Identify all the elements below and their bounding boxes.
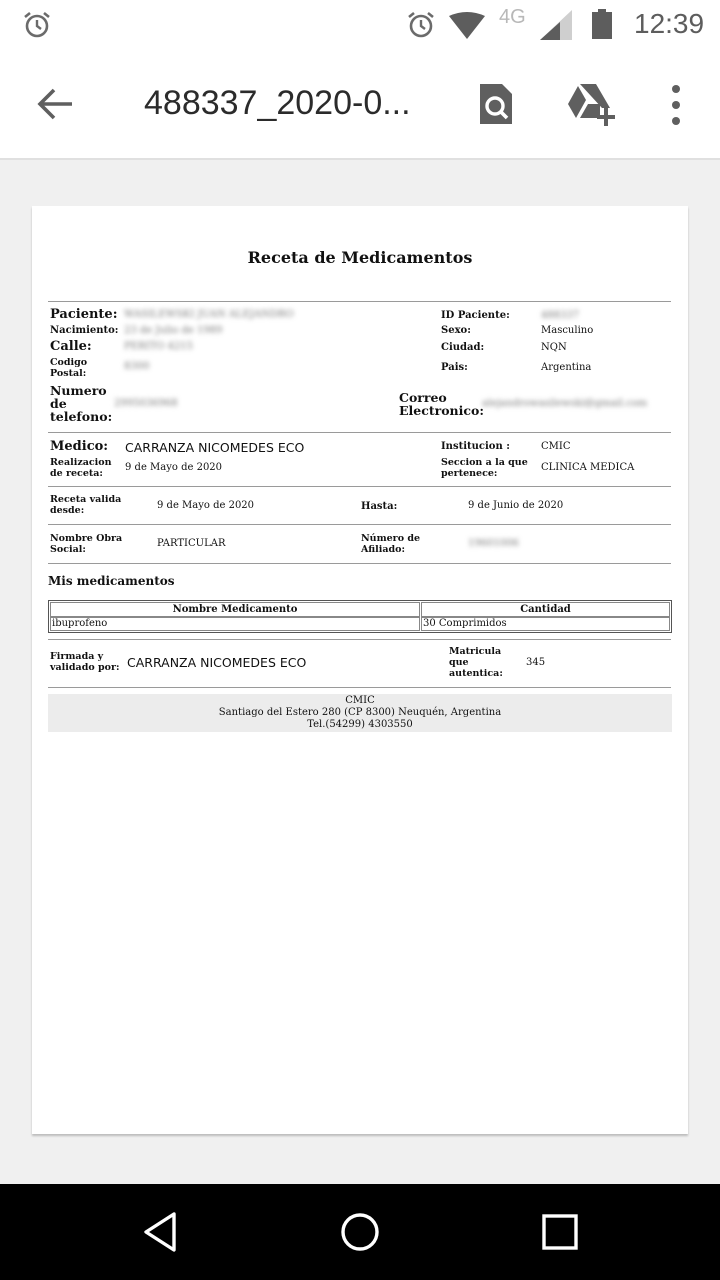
pdf-page	[32, 206, 688, 1134]
patient-id-label: ID Paciente:	[441, 310, 510, 321]
battery-icon	[592, 9, 612, 39]
email-value: alejandrowasilewski@gmail.com	[482, 398, 648, 409]
member-number-label: Número de Afiliado:	[361, 533, 421, 555]
street-label: Calle:	[50, 339, 92, 354]
valid-to-label: Hasta:	[361, 501, 398, 512]
wifi-icon	[449, 12, 485, 40]
divider	[48, 687, 671, 688]
sex-value: Masculino	[541, 325, 594, 336]
divider	[48, 301, 671, 302]
footer-org: CMIC	[345, 695, 375, 706]
divider	[48, 524, 671, 525]
phone-label: Numero de telefono:	[50, 383, 113, 424]
back-arrow-icon[interactable]	[36, 84, 76, 124]
license-label: Matricula que autentica:	[449, 646, 503, 679]
phone-value: 2995036968	[114, 398, 178, 409]
table-header-quantity: Cantidad	[421, 602, 670, 617]
divider	[48, 486, 671, 487]
status-clock: 12:39	[634, 8, 705, 39]
section-value: CLINICA MEDICA	[541, 462, 635, 473]
add-to-drive-icon[interactable]	[566, 82, 616, 126]
table-cell-quantity: 30 Comprimidos	[421, 617, 670, 631]
realization-label: Realizacion de receta:	[50, 457, 112, 479]
signed-by-label: Firmada y validado por:	[50, 651, 120, 673]
birth-value: 23 de Julio de 1989	[124, 325, 223, 336]
postal-label: Codigo Postal:	[50, 357, 88, 379]
member-number-value: 19601006	[468, 538, 519, 549]
birth-label: Nacimiento:	[50, 325, 119, 336]
document-footer	[48, 694, 672, 732]
institution-label: Institucion :	[441, 441, 510, 452]
document-title: Receta de Medicamentos	[247, 248, 473, 267]
valid-to-value: 9 de Junio de 2020	[468, 500, 564, 511]
medico-label: Medico:	[50, 439, 109, 454]
city-label: Ciudad:	[441, 342, 485, 353]
patient-name-value: WASILEWSKI JUAN ALEJANDRO	[124, 309, 294, 320]
patient-name-label: Paciente:	[50, 307, 118, 322]
valid-from-label: Receta valida desde:	[50, 494, 122, 516]
license-value: 345	[526, 657, 546, 668]
status-bar	[0, 0, 720, 52]
valid-from-value: 9 de Mayo de 2020	[157, 500, 255, 511]
email-label: Correo Electronico:	[399, 390, 484, 418]
country-value: Argentina	[541, 362, 592, 373]
table-header-name: Nombre Medicamento	[50, 602, 420, 617]
network-type-label: 4G	[499, 6, 526, 28]
table-cell-medication: ibuprofeno	[50, 617, 420, 631]
divider	[48, 563, 671, 564]
medications-section-title: Mis medicamentos	[48, 574, 175, 588]
app-bar	[0, 52, 720, 160]
nav-recent-apps-icon[interactable]	[540, 1212, 580, 1252]
section-label: Seccion a la que pertenece:	[441, 457, 528, 479]
postal-value: 8300	[124, 361, 150, 372]
more-vert-icon[interactable]	[666, 84, 686, 126]
insurance-value: PARTICULAR	[157, 538, 226, 549]
sex-label: Sexo:	[441, 325, 471, 336]
city-value: NQN	[541, 342, 567, 353]
footer-address: Santiago del Estero 280 (CP 8300) Neuquén, Argentina	[218, 707, 502, 718]
street-value: PERITO 4215	[124, 341, 194, 352]
divider	[48, 432, 671, 433]
realization-value: 9 de Mayo de 2020	[125, 462, 223, 473]
nav-home-icon[interactable]	[338, 1210, 382, 1254]
document-file-title: 488337_2020-0...	[144, 84, 411, 122]
footer-phone: Tel.(54299) 4303550	[307, 719, 413, 730]
institution-value: CMIC	[541, 441, 571, 452]
nav-back-icon[interactable]	[140, 1210, 184, 1254]
insurance-label: Nombre Obra Social:	[50, 533, 123, 555]
signed-by-value: CARRANZA NICOMEDES ECO	[127, 655, 307, 670]
country-label: Pais:	[441, 362, 468, 373]
alarm-clock-icon	[406, 10, 436, 40]
cell-signal-icon	[540, 10, 572, 40]
find-in-page-icon[interactable]	[476, 82, 516, 126]
medico-value: CARRANZA NICOMEDES ECO	[125, 440, 305, 455]
navigation-bar	[0, 1184, 720, 1280]
divider	[48, 639, 671, 640]
patient-id-value: 488337	[541, 310, 580, 321]
alarm-clock-icon	[22, 10, 52, 40]
medications-table	[48, 600, 672, 633]
